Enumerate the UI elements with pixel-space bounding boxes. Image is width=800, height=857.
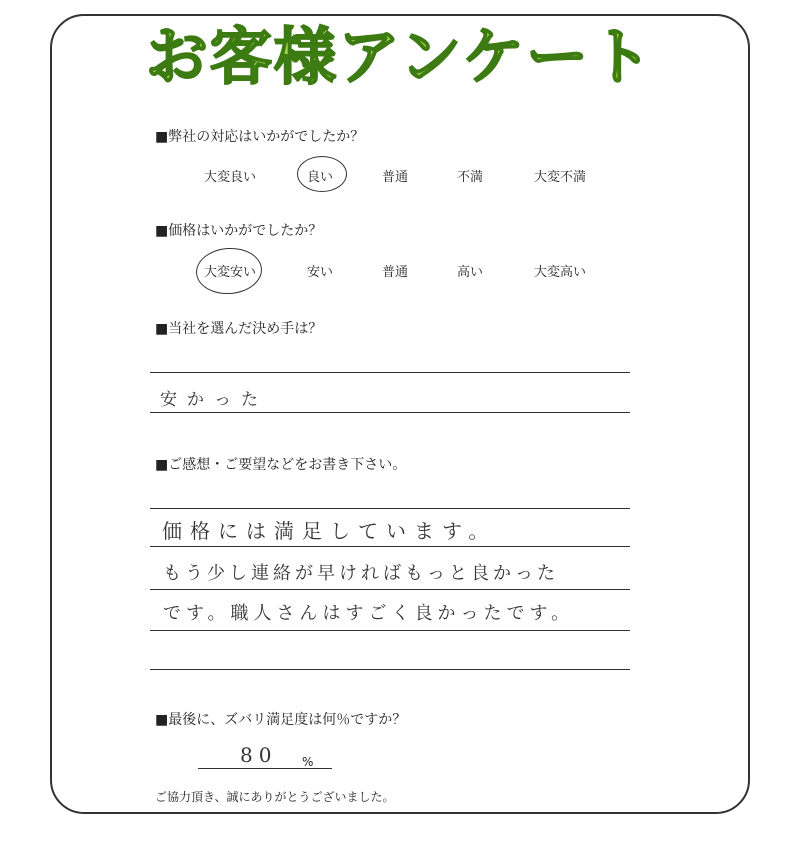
survey-title: お客様アンケート [145, 20, 655, 93]
question-deciding-factor: ■当社を選んだ決め手は？ [155, 321, 323, 337]
question-comments: ■ご感想・ご要望などをお書き下さい。 [155, 457, 407, 473]
service-option-very-good[interactable]: 大変良い [203, 170, 257, 185]
answer-line [150, 508, 630, 509]
comment-line-2[interactable]: もう少し連絡が早ければもっと良かった [163, 563, 559, 584]
comment-line-3[interactable]: です。職人さんはすごく良かったです。 [163, 603, 575, 624]
comment-line-1[interactable]: 価格には満足しています。 [162, 519, 497, 543]
answer-line [150, 669, 630, 670]
answer-line [150, 372, 630, 373]
price-option-cheap[interactable]: 安い [306, 265, 334, 280]
deciding-factor-answer[interactable]: 安かった [160, 390, 268, 410]
service-option-dissatisfied[interactable]: 不満 [456, 170, 484, 185]
answer-line [150, 546, 630, 547]
answer-line [150, 630, 630, 631]
service-option-very-dissatisfied[interactable]: 大変不満 [533, 170, 587, 185]
price-option-normal[interactable]: 普通 [381, 265, 409, 280]
question-service: ■弊社の対応はいかがでしたか？ [155, 129, 365, 145]
selection-circle-service [297, 156, 347, 192]
satisfaction-value[interactable]: 80 [240, 743, 278, 767]
service-option-good[interactable]: 良い [306, 170, 334, 185]
price-option-expensive[interactable]: 高い [456, 265, 484, 280]
question-satisfaction: ■最後に、ズバリ満足度は何％ですか？ [155, 712, 407, 728]
answer-line [150, 589, 630, 590]
satisfaction-line [198, 768, 332, 769]
thanks-message: ご協力頂き、誠にありがとうございました。 [155, 790, 395, 804]
service-option-normal[interactable]: 普通 [381, 170, 409, 185]
price-option-very-cheap[interactable]: 大変安い [203, 265, 257, 280]
price-option-very-expensive[interactable]: 大変高い [533, 265, 587, 280]
service-options [170, 166, 630, 190]
percent-unit: % [302, 755, 314, 769]
question-price: ■価格はいかがでしたか？ [155, 223, 323, 239]
answer-line [150, 412, 630, 413]
